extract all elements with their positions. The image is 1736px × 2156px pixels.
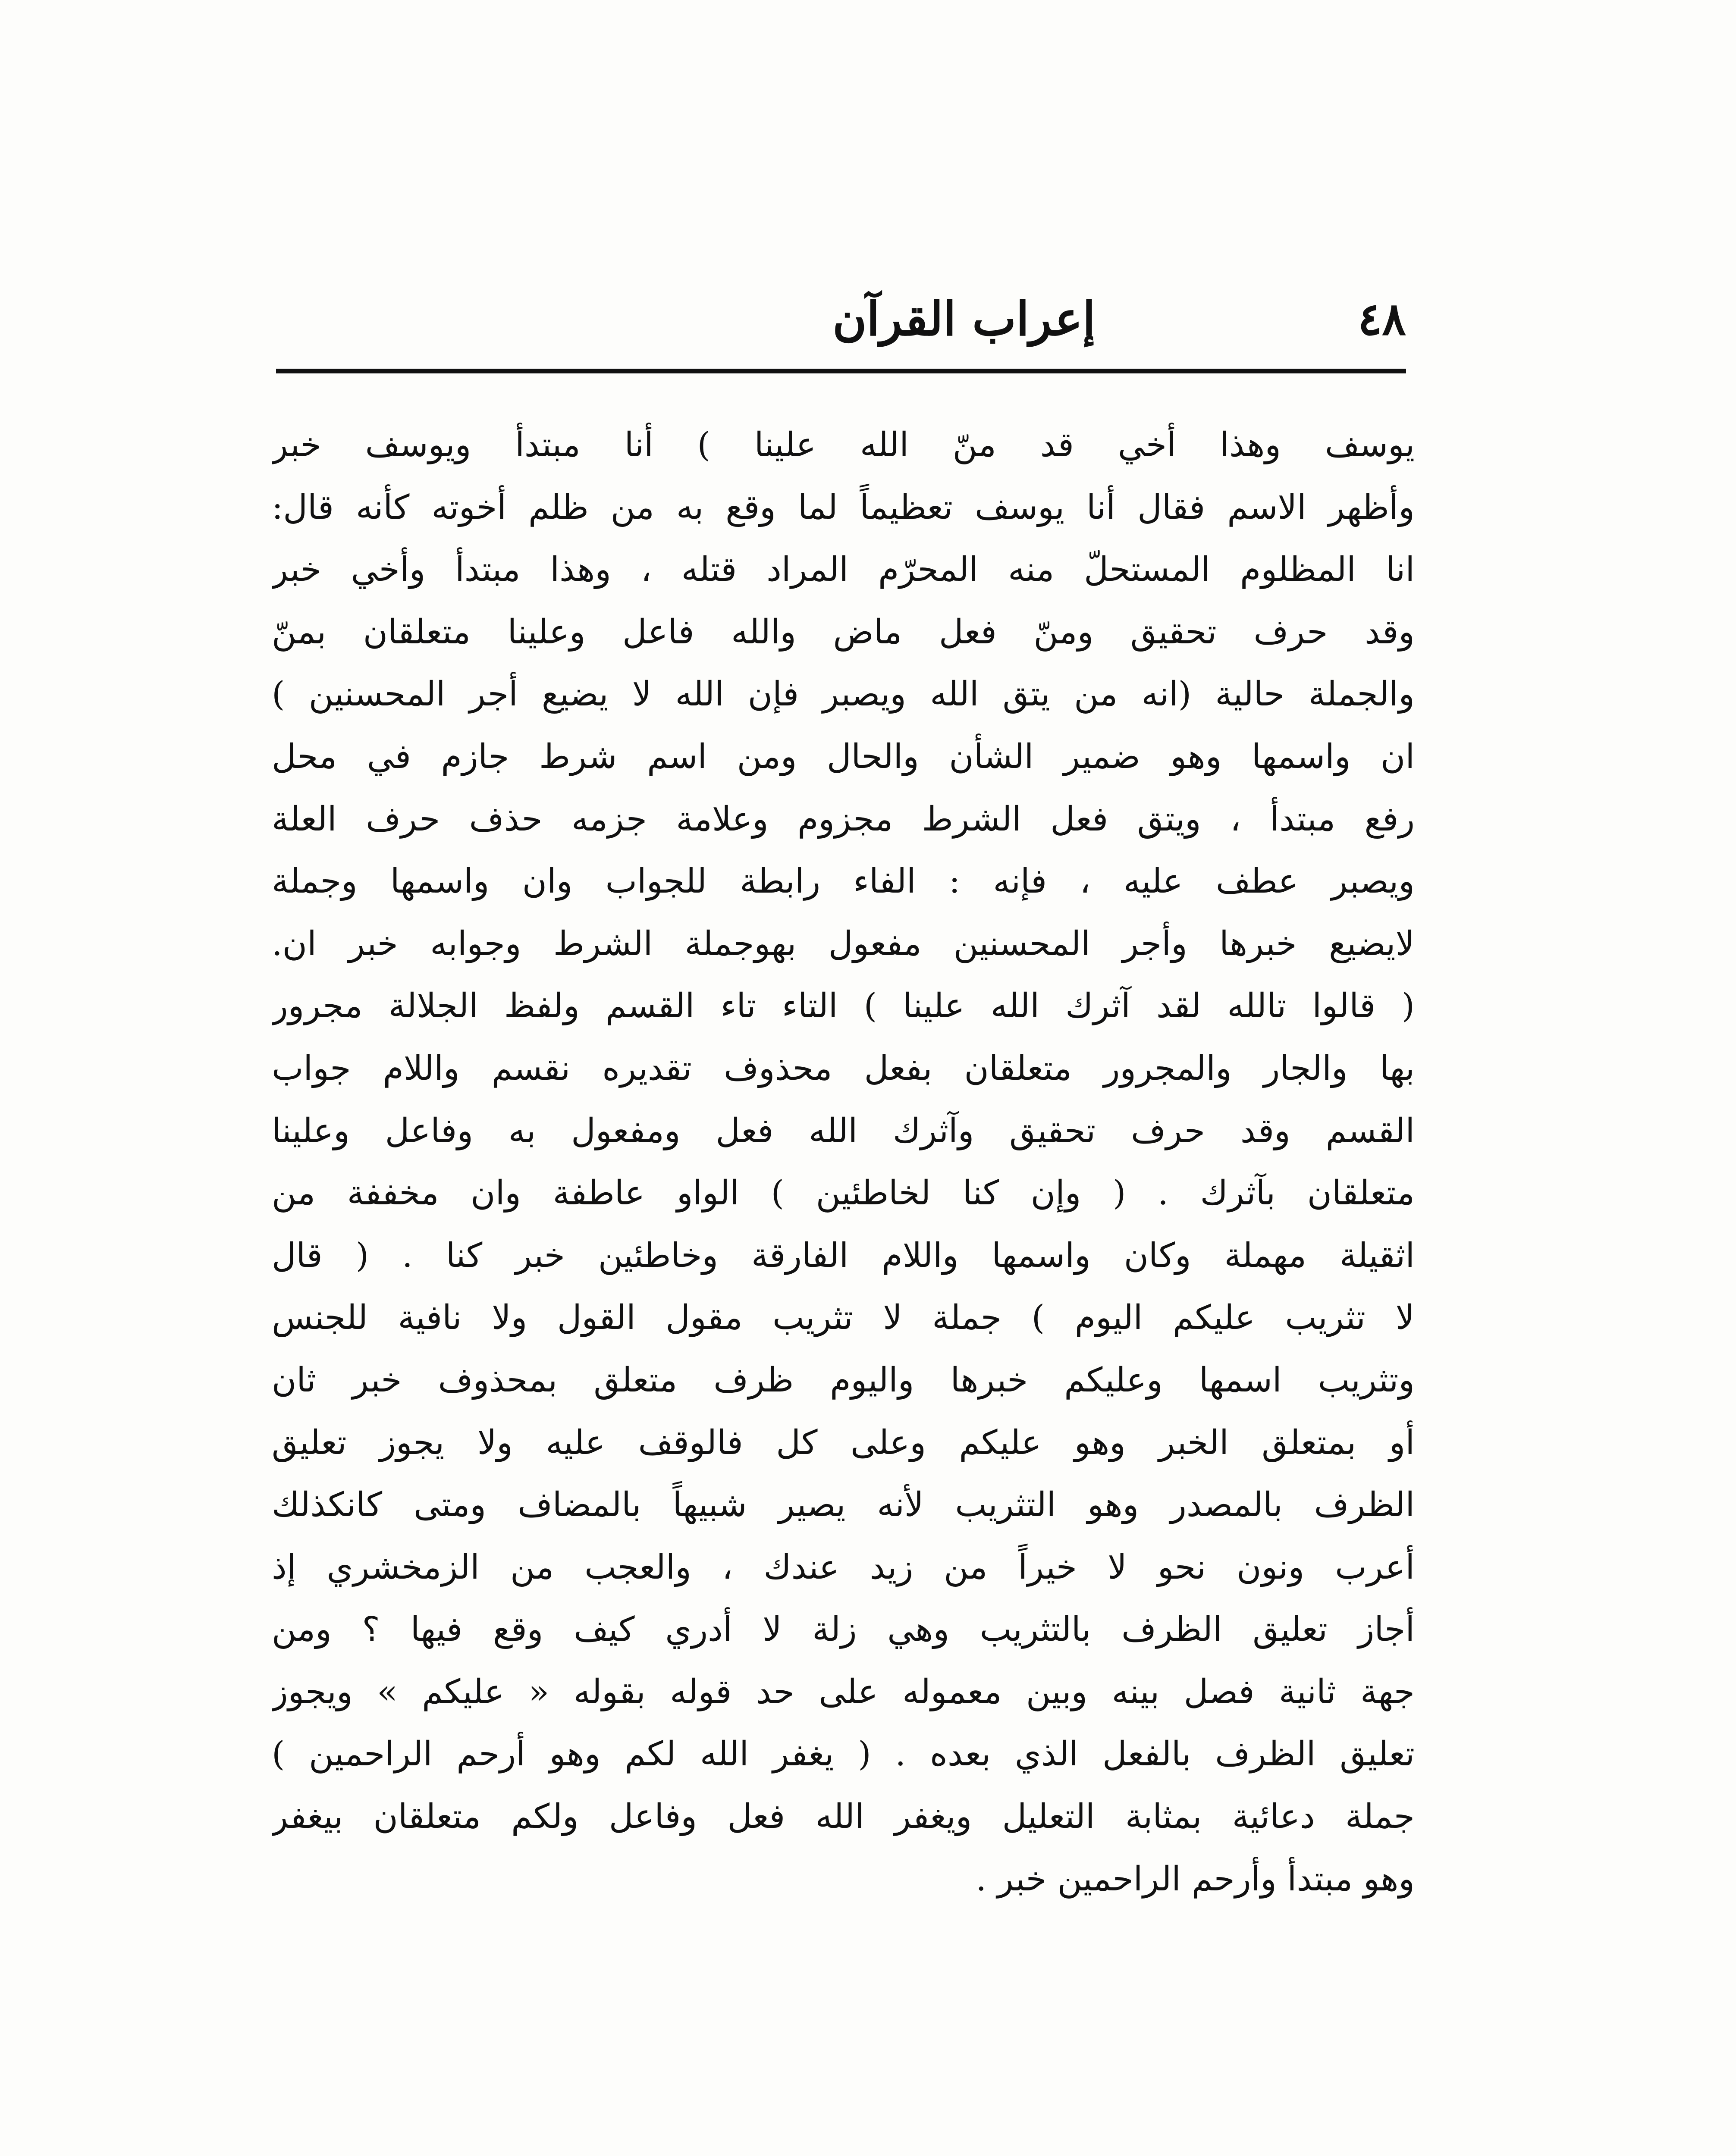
text-line-22: تعليق الظرف بالفعل الذي بعده . ( يغفر الله لكم وهو أرحم الراحمين ) xyxy=(272,1735,1415,1774)
text-line-6: ان واسمها وهو ضمير الشأن والحال ومن اسم شرط جازم في محل xyxy=(272,737,1415,776)
text-line-18: الظرف بالمصدر وهو التثريب لأنه يصير شبيهاً بالمضاف ومتى كانكذلك xyxy=(272,1485,1415,1525)
text-line-20: أجاز تعليق الظرف بالتثريب وهي زلة لا أدري كيف وقع فيها ؟ ومن xyxy=(272,1610,1415,1649)
text-line-16: وتثريب اسمها وعليكم خبرها واليوم ظرف متعلق بمحذوف خبر ثان xyxy=(272,1360,1415,1400)
text-line-11: بها والجار والمجرور متعلقان بفعل محذوف تقديره نقسم واللام جواب xyxy=(272,1049,1415,1088)
text-line-23: جملة دعائية بمثابة التعليل ويغفر الله فعل وفاعل ولكم متعلقان بيغفر xyxy=(272,1797,1415,1836)
text-line-5: والجملة حالية (انه من يتق الله ويصبر فإن الله لا يضيع أجر المحسنين ) xyxy=(272,675,1415,714)
book-title: إعراب القرآن xyxy=(832,292,1096,346)
text-line-15: لا تثريب عليكم اليوم ) جملة لا تثريب مقول القول ولا نافية للجنس xyxy=(272,1298,1415,1338)
text-line-14: اثقيلة مهملة وكان واسمها واللام الفارقة وخاطئين خبر كنا . ( قال xyxy=(272,1236,1415,1275)
text-line-2: وأظهر الاسم فقال أنا يوسف تعظيماً لما وقع به من ظلم أخوته كأنه قال: xyxy=(272,488,1415,527)
running-header xyxy=(276,276,1406,362)
text-line-10: ( قالوا تالله لقد آثرك الله علينا ) التاء تاء القسم ولفظ الجلالة مجرور xyxy=(272,987,1415,1026)
text-line-19: أعرب ونون نحو لا خيراً من زيد عندك ، والعجب من الزمخشري إذ xyxy=(272,1548,1415,1587)
text-line-21: جهة ثانية فصل بينه وبين معموله على حد قوله بقوله « عليكم » ويجوز xyxy=(272,1672,1415,1711)
text-line-13: متعلقان بآثرك . ( وإن كنا لخاطئين ) الواو عاطفة وان مخففة من xyxy=(272,1174,1415,1213)
text-line-1: يوسف وهذا أخي قد منّ الله علينا ) أنا مبتدأ ويوسف خبر xyxy=(272,426,1415,464)
page-number: ٤٨ xyxy=(1358,292,1406,345)
text-line-8: ويصبر عطف عليه ، فإنه : الفاء رابطة للجواب وان واسمها وجملة xyxy=(272,862,1415,901)
text-line-9: لايضيع خبرها وأجر المحسنين مفعول بهوجملة الشرط وجوابه خبر ان. xyxy=(272,924,1415,963)
text-line-3: انا المظلوم المستحلّ منه المحرّم المراد قتله ، وهذا مبتدأ وأخي خبر xyxy=(272,550,1415,589)
header-rule xyxy=(276,369,1406,373)
text-line-17: أو بمتعلق الخبر وهو عليكم وعلى كل فالوقف عليه ولا يجوز تعليق xyxy=(272,1423,1415,1462)
text-line-7: رفع مبتدأ ، ويتق فعل الشرط مجزوم وعلامة جزمه حذف حرف العلة xyxy=(272,799,1415,839)
text-line-12: القسم وقد حرف تحقيق وآثرك الله فعل ومفعول به وفاعل وعلينا xyxy=(272,1111,1415,1150)
body-text xyxy=(272,414,1415,1910)
text-line-24: وهو مبتدأ وأرحم الراحمين خبر . xyxy=(976,1859,1415,1899)
text-line-4: وقد حرف تحقيق ومنّ فعل ماض والله فاعل وعلينا متعلقان بمنّ xyxy=(272,612,1415,652)
